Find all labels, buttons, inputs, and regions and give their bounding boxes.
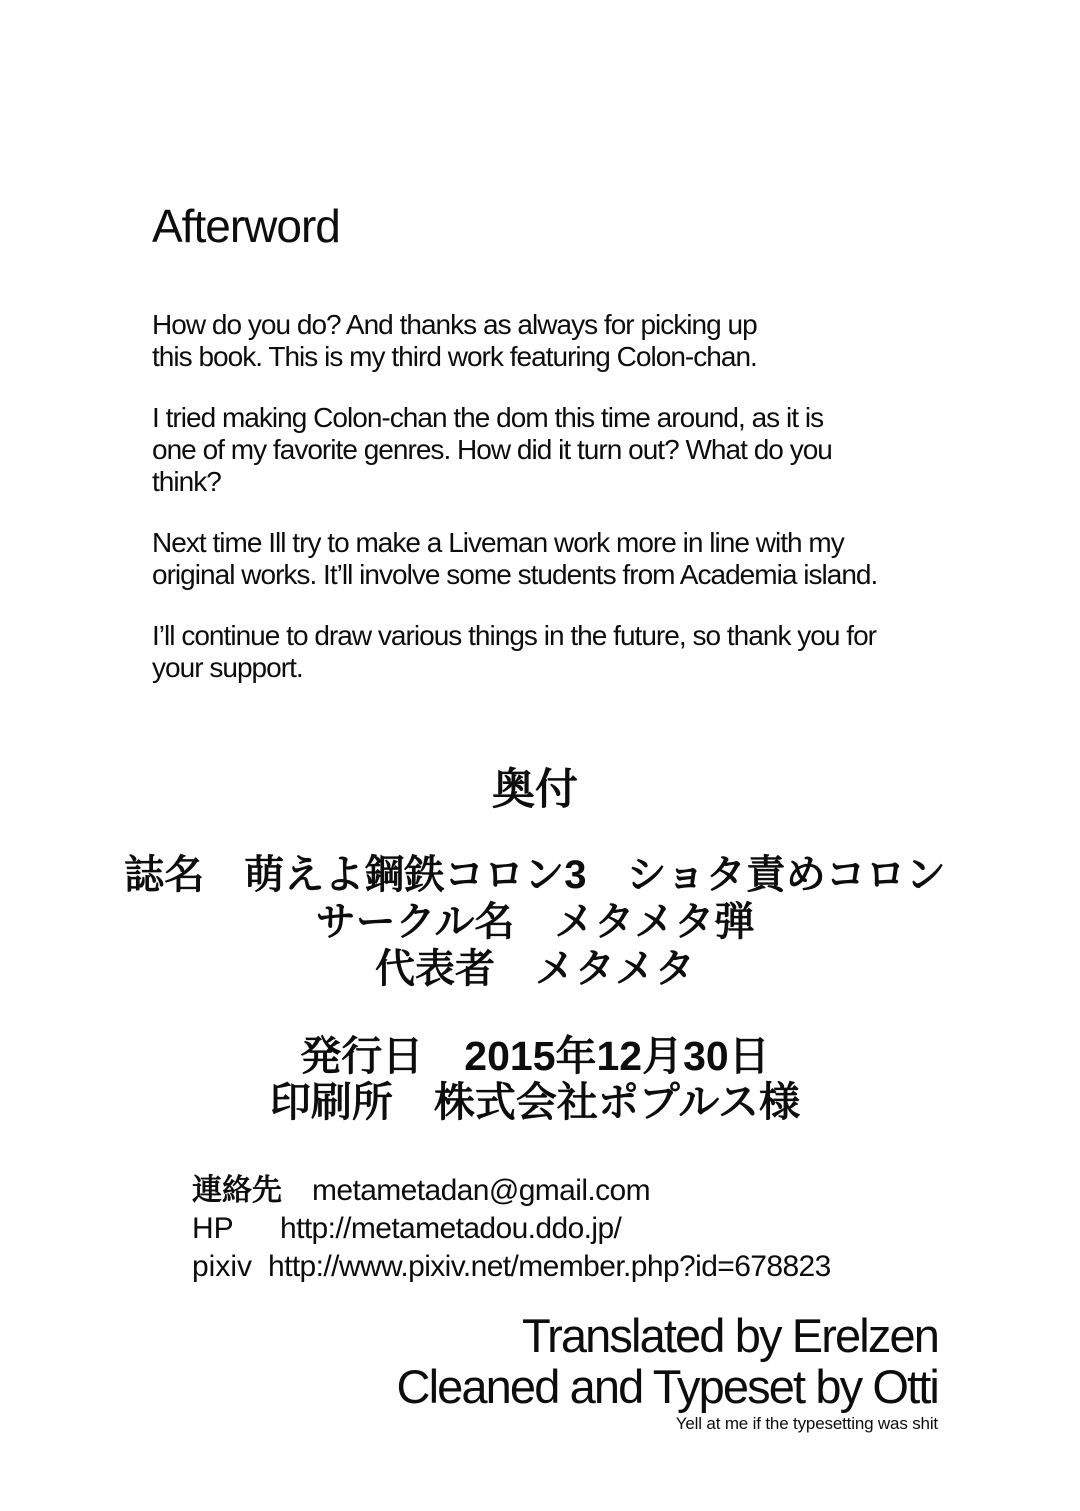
contact-label: 連絡先 [192, 1174, 282, 1207]
colophon-block [0, 766, 1070, 1125]
contact-row-pixiv [192, 1248, 831, 1286]
contact-label: pixiv [192, 1250, 253, 1283]
paragraph-line: think? [152, 466, 221, 497]
paragraph-line: How do you do? And thanks as always for picking up [152, 309, 757, 340]
paragraph-line: Next time Ill try to make a Liveman work more in line with my [152, 527, 844, 558]
paragraph-line: one of my favorite genres. How did it turn out? What do you [152, 434, 832, 465]
contact-label: HP [192, 1212, 234, 1245]
credits-typesetter: Cleaned and Typeset by Otti [396, 1360, 938, 1413]
colophon-publish-date-line: 発行日 2015年12月30日 [300, 1033, 770, 1079]
contact-pixiv-url: http://www.pixiv.net/member.php?id=678823 [268, 1250, 831, 1283]
paragraph [152, 527, 972, 591]
paragraph [152, 620, 972, 684]
contact-email-value: metametadan@gmail.com [312, 1174, 650, 1207]
afterword-body [152, 309, 972, 713]
paragraph [152, 309, 972, 373]
contact-block [192, 1172, 831, 1286]
paragraph-line: your support. [152, 652, 303, 683]
page-title: Afterword [152, 200, 340, 252]
contact-homepage-url: http://metametadou.ddo.jp/ [280, 1212, 622, 1245]
colophon-circle-name-line: サークル名 メタメタ弾 [315, 900, 755, 944]
colophon-printer-line: 印刷所 株式会社ポプルス様 [269, 1079, 801, 1125]
paragraph [152, 402, 972, 498]
colophon-heading: 奥付 [492, 766, 578, 814]
paragraph-line: I tried making Colon-chan the dom this time around, as it is [152, 402, 824, 433]
credits-block [397, 1310, 938, 1433]
paragraph-line: original works. It’ll involve some students from Academia island. [152, 559, 878, 590]
colophon-representative-line: 代表者 メタメタ [375, 947, 695, 991]
credits-note: Yell at me if the typesetting was shit [675, 1414, 938, 1433]
paragraph-line: this book. This is my third work featuring Colon-chan. [152, 341, 757, 372]
contact-row-email [192, 1172, 831, 1210]
credits-translator: Translated by Erelzen [522, 1309, 938, 1362]
colophon-book-title-line: 誌名 萌えよ鋼鉄コロン3 ショタ責めコロン [124, 853, 946, 897]
paragraph-line: I’ll continue to draw various things in the future, so thank you for [152, 620, 877, 651]
contact-row-homepage [192, 1210, 831, 1248]
colophon-publication [0, 1033, 1070, 1125]
